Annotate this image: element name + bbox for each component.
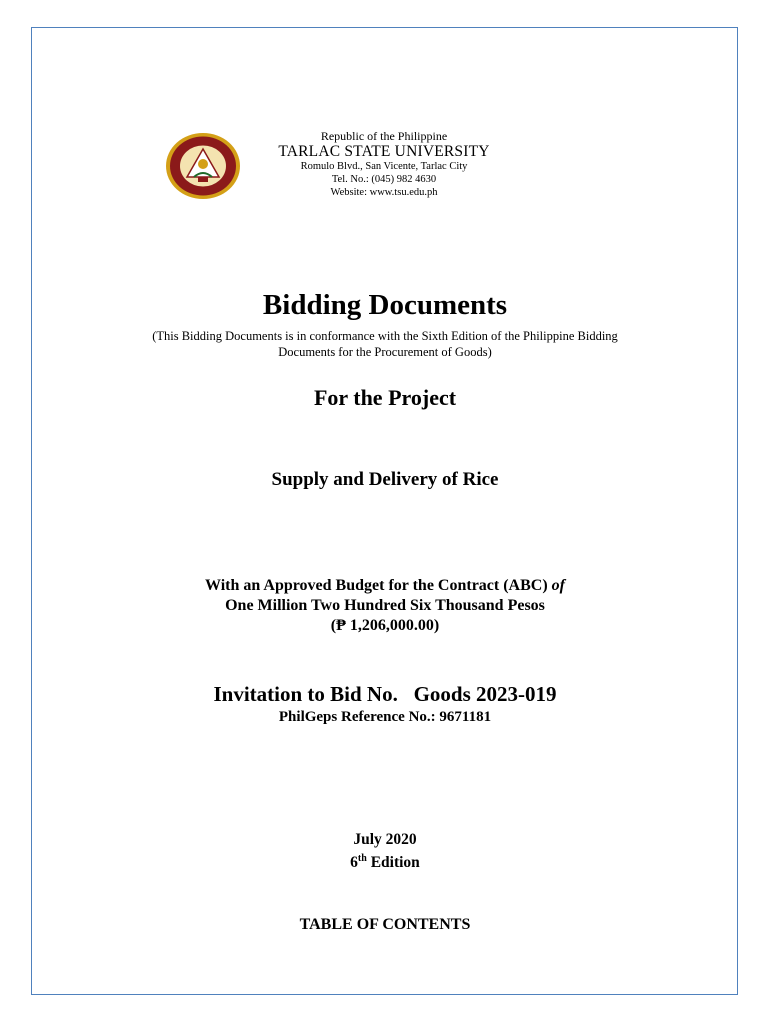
toc-heading: TABLE OF CONTENTS (299, 916, 471, 933)
date-line: July 2020 (353, 831, 417, 848)
university-name: TARLAC STATE UNIVERSITY (278, 143, 490, 160)
edition-line: 6th Edition (350, 853, 420, 872)
website-line: Website: www.tsu.edu.ph (330, 187, 438, 198)
tel-line: Tel. No.: (045) 982 4630 (331, 174, 437, 185)
document-title: Bidding Documents (262, 289, 508, 321)
republic-line: Republic of the Philippine (320, 129, 448, 143)
address-line: Romulo Blvd., San Vicente, Tarlac City (300, 161, 468, 172)
invitation-to-bid (0, 682, 770, 707)
abc-line1: With an Approved Budget for the Contract (ABC) (204, 577, 548, 594)
abc-block (0, 576, 770, 636)
letterhead (250, 129, 518, 199)
abc-line2: One Million Two Hundred Six Thousand Pesos (225, 597, 545, 614)
abc-of: of (551, 577, 565, 594)
for-project-heading: For the Project (313, 385, 457, 410)
itb-label: Invitation to Bid No. (213, 682, 398, 706)
itb-number: Goods 2023-019 (413, 682, 557, 706)
abc-line3: (₱ 1,206,000.00) (330, 617, 440, 634)
project-name: Supply and Delivery of Rice (271, 469, 499, 490)
document-subtitle: (This Bidding Documents is in conformance with the Sixth Edition of the Philippine Bidding Documents for the Procurement of Goods) (152, 329, 618, 359)
philgeps-reference: PhilGeps Reference No.: 9671181 (278, 709, 492, 725)
date-block (0, 830, 770, 872)
university-seal-icon (164, 131, 242, 201)
